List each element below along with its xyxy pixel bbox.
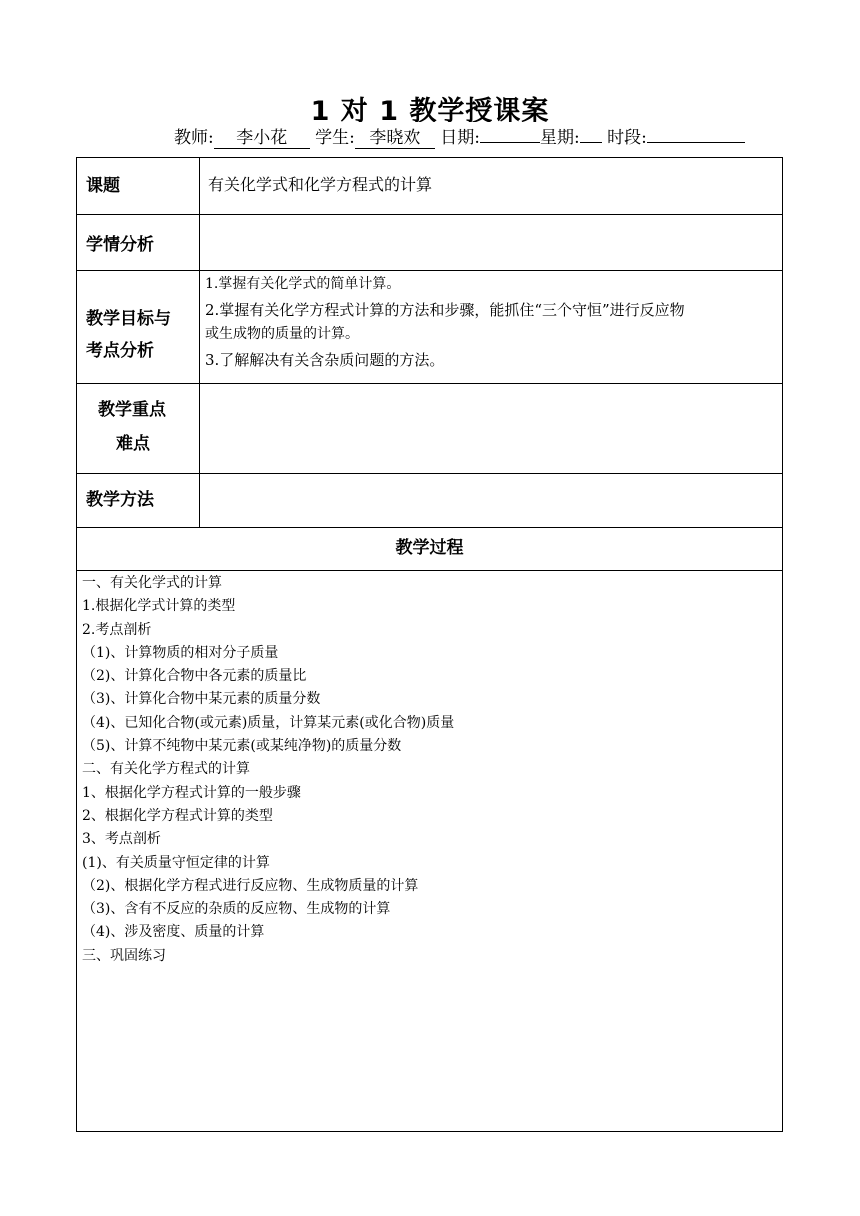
topic-cell <box>200 158 782 214</box>
process-title: 教学过程 <box>77 527 782 571</box>
method-row <box>77 473 782 528</box>
period-value <box>647 142 745 143</box>
header-meta <box>174 126 745 150</box>
lesson-plan-table <box>76 157 783 1132</box>
key-points-cell <box>200 383 782 473</box>
objectives-label: 教学目标与 考点分析 <box>77 270 200 383</box>
key-points-label: 教学重点 难点 <box>77 383 200 473</box>
objective-2-line2: 或生成物的质量的计算。 <box>205 326 359 342</box>
objectives-row <box>77 270 782 384</box>
process-line: （2)、根据化学方程式进行反应物、生成物质量的计算 <box>82 877 419 894</box>
process-line: （3)、含有不反应的杂质的反应物、生成物的计算 <box>82 901 391 918</box>
objective-2-line1: 2.掌握有关化学方程式计算的方法和步骤，能抓住“三个守恒”进行反应物 <box>205 301 685 319</box>
weekday-label: 星期: <box>540 128 580 148</box>
analysis-label: 学情分析 <box>77 214 200 270</box>
weekday-value <box>580 142 602 143</box>
process-line: （2)、计算化合物中各元素的质量比 <box>82 668 307 685</box>
process-line: 二、有关化学方程式的计算 <box>82 761 250 778</box>
teacher-value: 李小花 <box>214 128 310 149</box>
period-label: 时段: <box>607 128 647 148</box>
method-cell <box>200 473 782 527</box>
topic-row <box>77 158 782 215</box>
process-line: （4)、已知化合物(或元素)质量，计算某元素(或化合物)质量 <box>82 714 455 731</box>
process-line: 1.根据化学式计算的类型 <box>82 598 236 615</box>
process-line: 3、考点剖析 <box>82 831 161 848</box>
process-line: 一、有关化学式的计算 <box>82 575 222 591</box>
student-label: 学生: <box>315 128 355 148</box>
process-line: （1)、计算物质的相对分子质量 <box>82 644 279 661</box>
objective-1: 1.掌握有关化学式的简单计算。 <box>205 276 401 292</box>
process-line: （3)、计算化合物中某元素的质量分数 <box>82 691 321 708</box>
date-label: 日期: <box>440 128 481 148</box>
process-line: 2.考点剖析 <box>82 621 152 638</box>
process-list <box>82 572 778 968</box>
method-label: 教学方法 <box>77 473 200 527</box>
student-value: 李晓欢 <box>355 128 435 149</box>
objective-3: 3.了解解决有关含杂质问题的方法。 <box>205 351 445 369</box>
topic-label: 课题 <box>77 158 200 214</box>
process-line: （4)、涉及密度、质量的计算 <box>82 924 265 941</box>
analysis-row <box>77 214 782 271</box>
process-line: 2、根据化学方程式计算的类型 <box>82 807 273 824</box>
process-line: 1、根据化学方程式计算的一般步骤 <box>82 784 301 801</box>
process-line: （5)、计算不纯物中某元素(或某纯净物)的质量分数 <box>82 738 402 755</box>
topic-value: 有关化学式和化学方程式的计算 <box>208 175 433 194</box>
key-points-row <box>77 383 782 474</box>
page-title: 1 对 1 教学授课案 <box>310 96 550 122</box>
teacher-label: 教师: <box>174 128 214 148</box>
process-line: 三、巩固练习 <box>82 947 166 964</box>
objectives-cell <box>200 270 782 383</box>
process-line: (1)、有关质量守恒定律的计算 <box>82 854 270 871</box>
analysis-cell <box>200 214 782 270</box>
date-value <box>480 142 540 143</box>
